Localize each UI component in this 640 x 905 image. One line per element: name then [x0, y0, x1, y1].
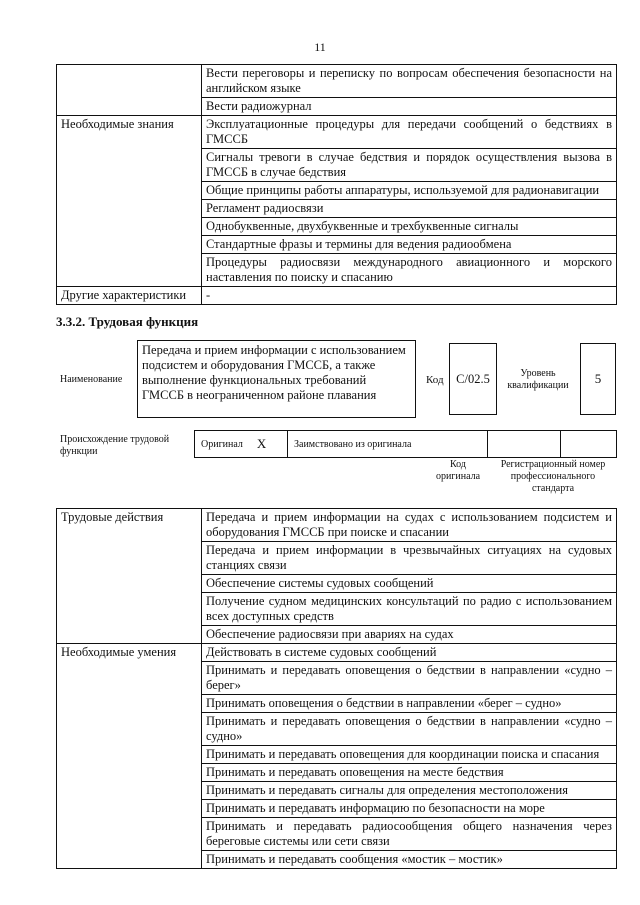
labor-actions-table — [56, 508, 617, 869]
origin-row — [194, 430, 617, 458]
reg-number-label: Регистрационный номер профессионального стандарта — [500, 459, 606, 494]
code-label: Код — [426, 374, 444, 386]
section-heading: 3.3.2. Трудовая функция — [56, 314, 199, 329]
row-text: Однобуквенные, двухбуквенные и трехбуквенные сигналы — [202, 218, 617, 236]
row-text: Эксплуатационные процедуры для передачи сообщений о бедствиях в ГМССБ — [202, 116, 617, 149]
page-number: 11 — [314, 40, 326, 54]
row-text: Стандартные фразы и термины для ведения радиообмена — [202, 236, 617, 254]
row-text: Сигналы тревоги в случае бедствия и порядок осуществления вызова в ГМССБ в случае бедствия — [202, 149, 617, 182]
name-label: Наименование — [60, 374, 123, 385]
row-text: Принимать и передавать сообщения «мостик – мостик» — [202, 851, 617, 869]
row-text: Принимать и передавать оповещения на месте бедствия — [202, 764, 617, 782]
origin-label: Происхождение трудовой функции — [60, 434, 170, 457]
function-name: Передача и прием информации с использованием подсистем и оборудования ГМССБ, а также выполнение функциональных требований ГМССБ в неограниченном районе плавания — [137, 340, 416, 418]
borrowed-label: Заимствовано из оригинала — [294, 438, 412, 450]
row-text: Процедуры радиосвязи международного авиационного и морского наставления по поиску и спасанию — [202, 254, 617, 287]
row-text: Получение судном медицинских консультаций по радио с использованием всех доступных средств — [202, 593, 617, 626]
table-row — [57, 116, 617, 149]
row-text: Принимать и передавать информацию по безопасности на море — [202, 800, 617, 818]
table-row — [57, 644, 617, 662]
row-text: Регламент радиосвязи — [202, 200, 617, 218]
row-text: Вести радиожурнал — [202, 98, 617, 116]
original-mark: X — [256, 436, 267, 451]
code-value: C/02.5 — [449, 343, 497, 415]
row-text: - — [202, 287, 617, 305]
row-text: Обеспечение системы судовых сообщений — [202, 575, 617, 593]
table-row — [57, 287, 617, 305]
row-text: Обеспечение радиосвязи при авариях на судах — [202, 626, 617, 644]
row-text: Принимать и передавать оповещения о бедствии в направлении «судно – судно» — [202, 713, 617, 746]
row-text: Передача и прием информации в чрезвычайных ситуациях на судовых станциях связи — [202, 542, 617, 575]
row-label — [57, 65, 202, 116]
level-label: Уровень квалификации — [507, 368, 569, 391]
original-label: Оригинал — [201, 438, 243, 450]
row-text: Передача и прием информации на судах с использованием подсистем и оборудования ГМССБ при поиске и спасании — [202, 509, 617, 542]
row-text: Общие принципы работы аппаратуры, используемой для радионавигации — [202, 182, 617, 200]
level-value: 5 — [580, 343, 616, 415]
code-original-cell — [488, 431, 561, 457]
row-text: Принимать и передавать радиосообщения общего назначения через береговые системы или сети связи — [202, 818, 617, 851]
row-text: Принимать и передавать оповещения для координации поиска и спасания — [202, 746, 617, 764]
row-text: Вести переговоры и переписку по вопросам обеспечения безопасности на английском языке — [202, 65, 617, 98]
row-label: Трудовые действия — [57, 509, 202, 644]
table-row — [57, 509, 617, 542]
row-label: Необходимые знания — [57, 116, 202, 287]
knowledge-table — [56, 64, 617, 305]
row-label: Другие характеристики — [57, 287, 202, 305]
row-text: Действовать в системе судовых сообщений — [202, 644, 617, 662]
row-text: Принимать и передавать сигналы для определения местоположения — [202, 782, 617, 800]
row-text: Принимать оповещения о бедствии в направлении «берег – судно» — [202, 695, 617, 713]
row-text: Принимать и передавать оповещения о бедствии в направлении «судно – берег» — [202, 662, 617, 695]
row-label: Необходимые умения — [57, 644, 202, 869]
table-row — [57, 65, 617, 98]
code-original-label: Код оригинала — [435, 459, 481, 482]
